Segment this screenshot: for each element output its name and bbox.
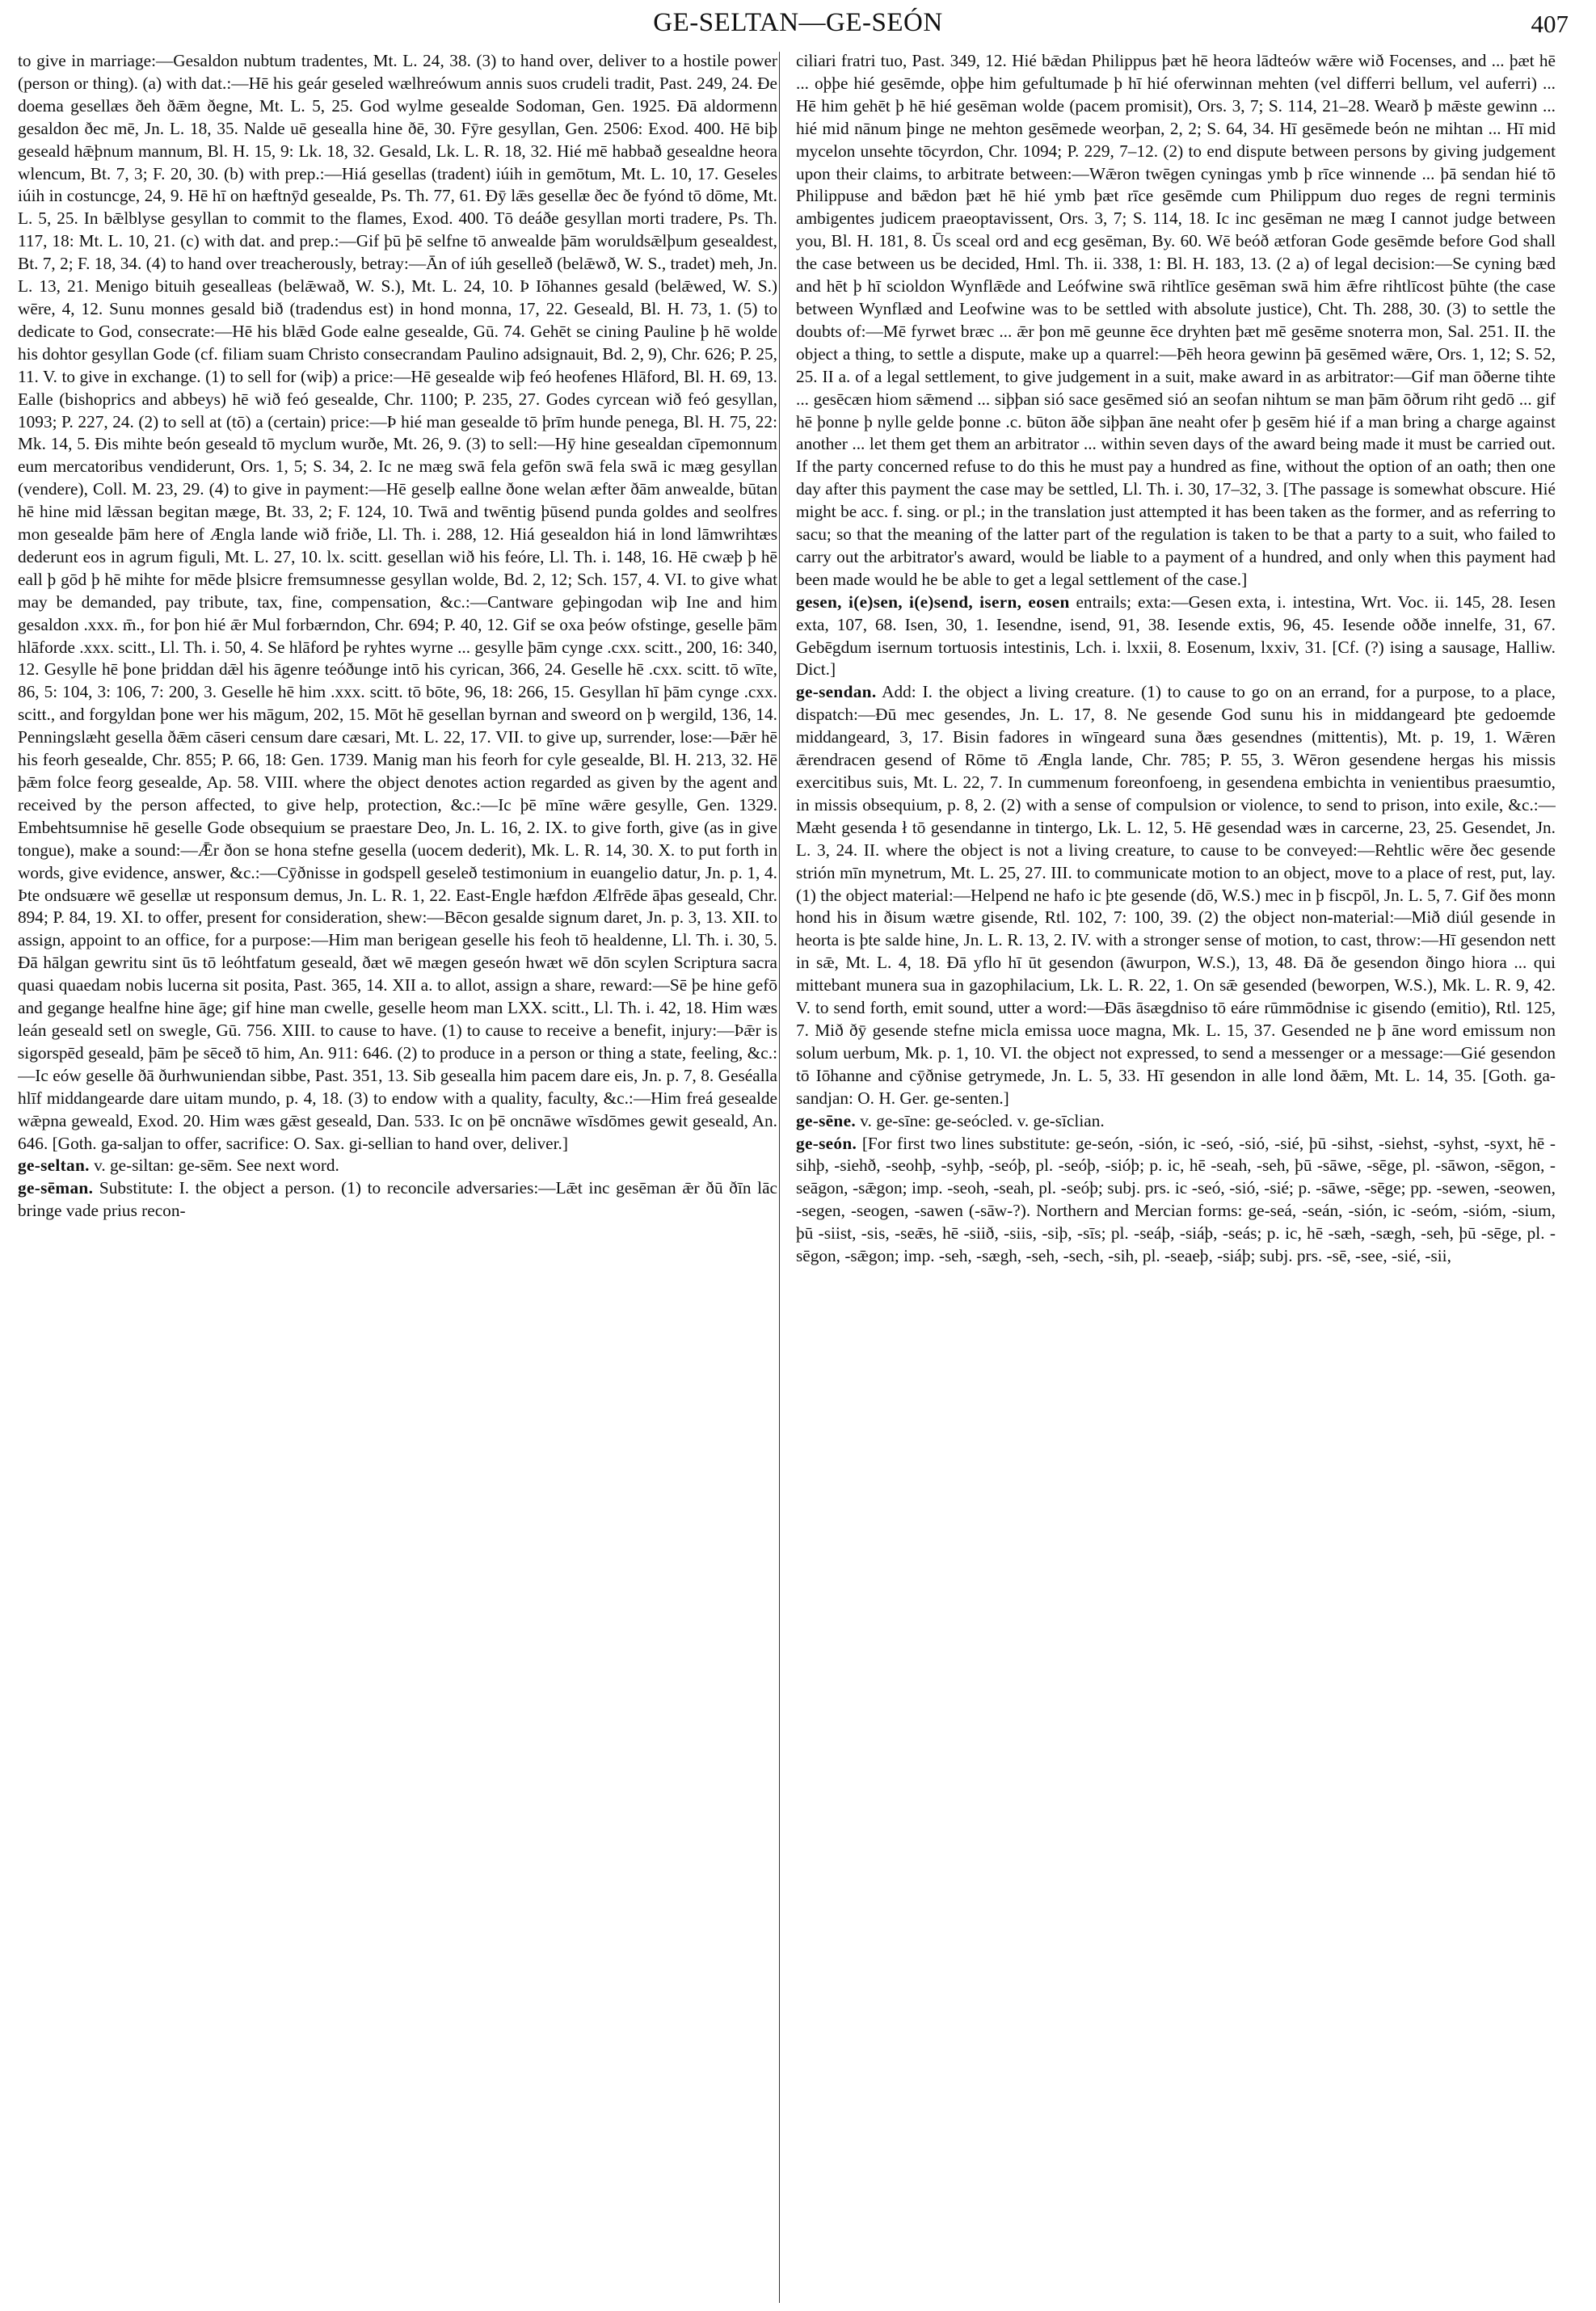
entry-text: entrails; exta:—Gesen exta, i. intestina, Wrt. Voc. ii. 145, 28. Iesen exta, 107, 68. Isen, 30, 1. Iesendne, isend, 91, 38. Iesende extis, 96, 45. Iesende oððe innelfe, 31, 67. Gebēgdum isernum tortuosis intestinis, Lch. i. lxxii, 8. Eosenum, lxxiv, 31. [Cf. (?) ising a sausage, Halliw. Dict.] [796,591,1556,680]
entry-continuation [796,50,1556,591]
left-column [18,50,777,2305]
headword: ge-seltan. [18,1156,90,1176]
running-head: GE-SELTAN—GE-SEÓN [653,8,943,37]
dictionary-entry [18,1177,777,1223]
page-header [16,8,1580,47]
dictionary-entry [18,1155,777,1177]
entry-text: to give in marriage:—Gesaldon nubtum tradentes, Mt. L. 24, 38. (3) to hand over, deliver to a hostile power (person or thing). (a) with dat.:—Hē his geár geseled wælhreówum annis suos crudeli tradit, Past. 249, 24. Ðe doema gesellæs ðeh ðǣm ðegne, Mt. L. 5, 25. God wylme gesealde Sodoman, Gen. 1925. Ðā aldormenn gesaldon ðec mē, Jn. L. 18, 35. Nalde uē gesealla hine ðē, 30. Fȳre gesyllan, Gen. 2506: Exod. 400. Hē biþ geseald hǣþnum mannum, Bl. H. 15, 9: Lk. 18, 32. Gesald, Lk. L. R. 18, 32. Hié mē habbað gesealdne heora wlencum, Bt. 7, 3; F. 20, 30. (b) with prep.:—Hiá gesellas (tradent) iúih in gemōtum, Mt. L. 10, 17. Geseles iúih in costuncge, 24, 9. Hē hī on hæftnȳd gesealde, Ps. Th. 77, 61. Ðȳ lǣs gesellæ ðec ðe fyónd tō dōme, Mt. L. 5, 25. In bǣlblyse gesyllan to commit to the flames, Exod. 400. Tō deáðe gesyllan morti tradere, Ps. Th. 117, 18: Mt. L. 10, 21. (c) with dat. and prep.:—Gif þū þē selfne tō anwealde þām woruldsǣlþum gesealdest, Bt. 7, 2; F. 18, 34. (4) to hand over treacherously, betray:—Ān of iúh geselleð (belǣwð, W. S., tradet) meh, Jn. L. 13, 21. Menigo bituih gesealleas (belǣwað, W. S.), Mt. L. 24, 10. Þ Iōhannes gesald (belǣwed, W. S.) wēre, 4, 12. Sunu monnes gesald bið (tradendus est) in hond monna, 17, 22. Geseald, Bl. H. 73, 1. (5) to dedicate to God, consecrate:—Hē his blǣd Gode ealne gesealde, Gū. 74. Gehēt se cining Pauline þ hē wolde his dohtor gesyllan Gode (cf. filiam suam Christo consecrandam Paulino adsignauit, Bd. 2, 9), Chr. 626; P. 25, 11. V. to give in exchange. (1) to sell for (wiþ) a price:—Hē gesealde wiþ feó heofenes Hlāford, Bl. H. 69, 13. Ealle (bishoprics and abbeys) hē wið feó gesealde, Chr. 1100; P. 235, 27. Godes cyrcean wið feó gesyllan, 1093; P. 227, 24. (2) to sell at (tō) a (certain) price:—Þ hié man gesealde tō þrīm hunde penega, Bl. H. 75, 22: Mk. 14, 5. Ðis mihte beón geseald tō myclum wurðe, Mt. 26, 9. (3) to sell:—Hȳ hine gesealdan cīpemonnum eum mercatoribus vendiderunt, Ors. 1, 5; S. 34, 2. Ic ne mæg swā fela gefōn swā fela swā ic mæg gesyllan (vendere), Coll. M. 23, 29. (4) to give in payment:—Hē geselþ eallne ðone welan æfter ðām anwealde, būtan hē hine mid lǣssan begitan mæge, Bt. 33, 2; F. 124, 10. Twā and twēntig þūsend punda goldes and seolfres mon gesealde þām here of Ængla lande wið friðe, Ll. Th. i. 288, 12. Hiá gesealdon hiá in lond lāmwrihtæs dederunt eos in agrum figuli, Mt. L. 27, 10. lx. scitt. gesellan wið his feóre, Ll. Th. i. 148, 16. Hē cwæþ þ hē eall þ gōd þ hē mihte for mēde þlsicre fremsumnesse gesyllan wolde, Bd. 2, 12; Sch. 157, 4. VI. to give what may be demanded, pay tribute, tax, fine, compensation, &c.:—Cantware geþingodan wiþ Ine and him gesaldon .xxx. m̄., for þon hié ǣr Mul forbærndon, Chr. 694; P. 40, 12. Gif se oxa þeów ofstinge, geselle þām hlāforde .xxx. scitt., Ll. Th. i. 50, 4. Se hlāford þe ryhtes wyrne ... gesylle þām cynge .cxx. scitt., 200, 16: 340, 12. Gesylle hē þone þriddan dǣl his āgenre teóðunge intō his cyrican, 366, 24. Geselle hē .cxx. scitt. tō wīte, 86, 5: 104, 3: 106, 7: 200, 3. Geselle hē him .xxx. scitt. tō bōte, 96, 18: 266, 15. Gesyllan hī þām cynge .cxx. scitt., and forgyldan þone wer his māgum, 202, 15. Mōt hē gesellan byrnan and sweord on þ wergild, 136, 14. Penningslæht gesella ðǣm cāseri censum dare cæsari, Mt. L. 22, 17. VII. to give up, surrender, lose:—Þǣr hē his feorh gesealde, Chr. 855; P. 66, 18: Gen. 1739. Manig man his feorh for cyle gesealde, Bl. H. 213, 32. Hē þǣm folce feorg gesealde, Ap. 58. VIII. where the object denotes action regarded as given by the agent and received by the person affected, to give help, protection, &c.:—Ic þē mīne wǣre gesylle, Gen. 1329. Embehtsumnise hē geselle Gode obsequium se praestare Deo, Jn. L. 16, 2. IX. to give forth, give (as in give tongue), make a sound:—Ǣr ðon se hona stefne gesella (uocem dederit), Mk. L. R. 14, 30. X. to put forth in words, give evidence, answer, &c.:—Cȳðnisse in godspell geseleð testimonium in euangelio datur, Jn. p. 1, 4. Þte ondsuære wē gesellæ ut responsum demus, Jn. L. R. 1, 22. East-Engle hæfdon Ælfrēde āþas geseald, Chr. 894; P. 84, 19. XI. to offer, present for consideration, shew:—Bēcon gesalde signum daret, Jn. p. 3, 13. XII. to assign, appoint to an office, for a purpose:—Him man berigean geselle his feoh tō healdenne, Ll. Th. i. 30, 5. Ðā hālgan gewritu sint ūs tō leóhtfatum geseald, ðæt wē mægen geseón hwæt wē dōn scylen Scriptura sacra quasi quaedam nobis lucerna sit posita, Past. 365, 14. XII a. to allot, assign a share, reward:—Sē þe hine gefō and gegange healfne hine āge; gif hine man cwelle, geselle heom man LXX. scitt., Ll. Th. i. 42, 18. Him wæs leán geseald setl on swegle, Gū. 756. XIII. to cause to have. (1) to cause to receive a benefit, injury:—Þǣr is sigorspēd geseald, þām þe sēceð tō him, An. 911: 646. (2) to produce in a person or thing a state, feeling, &c.:—Ic eów geselle ðā ðurhwuniendan sibbe, Past. 351, 13. Sib gesealla him pacem dare eis, Jn. p. 7, 8. Geséalla hlīf middangearde dare uitam mundo, p. 4, 18. (3) to endow with a quality, faculty, &c.:—Him freá gesealde wǣpna geweald, Exod. 20. Him wæs gǣst geseald, Dan. 533. Ic on þē oncnāwe wīsdōmes gewit geseald, An. 646. [Goth. ga-saljan to offer, sacrifice: O. Sax. gi-sellian to hand over, deliver.] [18,51,777,1153]
headword: gesen, i(e)sen, i(e)send, isern, eosen [796,591,1070,612]
entry-continuation [18,50,777,1155]
entry-text: v. ge-siltan: ge-sēm. See next word. [89,1156,339,1176]
headword: ge-sēman. [18,1178,94,1198]
dictionary-entry [796,1133,1556,1268]
right-column [796,50,1556,2305]
headword: ge-seón. [796,1133,857,1153]
entry-text: Add: I. the object a living creature. (1) to cause to go on an errand, for a purpose, to a place, dispatch:—Ðū mec gesendes, Jn. L. 17, 8. Ne gesende God sunu his in middangeard þte gedoemde middangeard, 3, 17. Bisin fadores in wīngeard suna ðæs gesendnes (mittentis), Mt. p. 19, 1. Wǣren ǣrendracen gesend of Rōme tō Ængla lande, Chr. 785; P. 55, 3. Wēron gesendene hergas his missis exercitibus suis, Mt. L. 22, 7. In cummenum foreonfoeng, in gesendena embichta in venientibus praesumtio, in missis obsequium, p. 8, 2. (2) with a sense of compulsion or violence, to send to prison, into exile, &c.:—Mæht gesenda ł tō gesendanne in tintergo, Lk. L. 12, 5. Hē gesendad wæs in carcerne, 23, 25. Gesendet, Jn. L. 3, 24. II. where the object is not a living creature, to cause to be conveyed:—Rehtlic wēre ðec gesende strión mīn mynetrum, Mt. L. 25, 27. III. to communicate motion to an object, move to a place of rest, put, lay. (1) the object material:—Helpend ne hafo ic þte gesende (dō, W.S.) mec in þ fiscpōl, Jn. L. 5, 7. Gif ðes monn hond his in ðisum wætre gisende, Rtl. 102, 7: 100, 39. (2) the object non-material:—Mið diúl gesende in heorta is þte salde hine, Jn. L. R. 13, 2. IV. with a stronger sense of motion, to cast, throw:—Hī gesendon nett in sǣ, Mt. L. 4, 18. Ðā yflo hī ūt gesendon (āwurpon, W.S.), 13, 48. Ðā ðe gesendon ðingo hiora ... qui mittebant munera sua in gazophilacium, Lk. L. R. 22, 1. On sǣ gesended (beworpen, W.S.), Mk. L. R. 9, 42. V. to send forth, emit sound, utter a word:—Ðās āsægdniso tō eáre rūmmōdnise ic gisendo (emitio), Rtl. 125, 7. Mið ðȳ gesende stefne micla emissa uoce magna, Mk. L. 15, 37. Gesended ne þ āne word emissum non solum uerbum, Mk. p. 1, 10. VI. the object not expressed, to send a messenger or a message:—Gié gesendon tō Iōhanne and cȳðnise getrymede, Jn. L. 5, 33. Hī gesendon in alle lond ðǣm, Mt. L. 14, 35. [Goth. ga-sandjan: O. H. Ger. ge-senten.] [796,682,1556,1108]
headword: ge-sendan. [796,682,877,702]
dictionary-entry [796,1110,1556,1133]
entry-text: v. ge-sīne: ge-seócled. v. ge-sīclian. [855,1110,1105,1130]
dictionary-entry [796,591,1556,682]
page-number: 407 [1531,10,1569,38]
entry-text: Substitute: I. the object a person. (1) to reconcile adversaries:—Lǣt inc gesēman ǣr ðū ðīn lāc bringe vade prius recon- [18,1178,777,1221]
entry-text: [For first two lines substitute: ge-seón, -sión, ic -seó, -sió, -sié, þū -sihst, -siehst, -syhst, -syxt, hē -sihþ, -siehð, -seohþ, -syhþ, -seóþ, pl. -seóþ, -sióþ; p. ic, hē -seah, -seh, þū -sāwe, -sēge, pl. -sāwon, -sēgon, -seāgon, -sǣgon; imp. -seoh, -seah, pl. -seóþ; subj. prs. ic -seó, -sió, -sié; p. -sāwe, -sēge; pp. -sewen, -seowen, -segen, -seogen, -sawen (-sāw-?). Northern and Mercian forms: ge-seá, -seán, -sión, ic -seóm, -sióm, -sium, þū -siist, -sis, -seǣs, hē -siið, -siis, -siþ, -sīs; pl. -seáþ, -siáþ, -seás; p. ic, hē -sæh, -sægh, -seh, þū -sēge, pl. -sēgon, -sǣgon; imp. -seh, -sægh, -seh, -sech, -sih, pl. -seaeþ, -siáþ; subj. prs. -sē, -see, -sié, -sii, [796,1133,1556,1266]
headword: ge-sēne. [796,1110,856,1130]
entry-text: ciliari fratri tuo, Past. 349, 12. Hié bǣdan Philippus þæt hē heora lādteów wǣre wið Focenses, and ... þæt hē ... oþþe hié gesēmde, oþþe him gefultumade þ hī hié oferwinnan mehten (vel differri bellum, vel auferri) ... Hē him gehēt þ hē hié gesēman wolde (pacem promisit), Ors. 3, 7; S. 114, 21–28. Wearð þ mǣste gewinn ... hié mid nānum þinge ne mehton gesēmede weorþan, 2, 2; S. 64, 34. Hī gesēmede beón ne mihtan ... Hī mid mycelon unsehte tōcyrdon, Chr. 1094; P. 229, 7–12. (2) to end dispute between persons by giving judgement upon their claims, to arbitrate between:—Wǣron twēgen cyningas ymb þ rīce winnende ... þā sendan hié tō Philippuse and bǣdon þæt hē hié ymb þæt rīce gesēmde cum Philippum duo reges de regni terminis ambigentes judicem praeoptavissent, Ors. 3, 7; S. 114, 18. Ic inc gesēman ne mæg I cannot judge between you, Bl. H. 181, 8. Ūs sceal ord and ecg gesēman, By. 60. Wē beóð ætforan Gode gesēmde before God shall the case between us be decided, Hml. Th. ii. 338, 1: Bl. H. 183, 13. (2 a) of legal decision:—Se cyning bæd and hēt þ hī scioldon Wynflǣde and Leófwine swā rihtlīce gesēman swā him ǣfre rihtlīcost þūhte (the case between Wynflæd and Leofwine was to be settled with absolute justice), Cht. Th. 288, 30. (3) to settle the doubts of:—Mē fyrwet bræc ... ǣr þon mē geunne ēce dryhten þæt mē gesēme snoterra mon, Sal. 251. II. the object a thing, to settle a dispute, make up a quarrel:—Þēh heora gewinn þā gesēmed wǣre, Ors. 1, 12; S. 52, 25. II a. of a legal settlement, to give judgement in a suit, make award in as arbitrator:—Gif man ōðerne tihte ... gesēcæn hiom sǣmend ... siþþan sió sace gesēmed sió an seofan nihtum se man þām ōðrum riht gedō ... gif hē þonne þ nylle gelde þonne .c. būton āðe siþþan āne neaht ofer þ gesēm hié if a man bring a charge against another ... let them get them an arbitrator ... within seven days of the award being made it must be carried out. If the party concerned refuse to do this he must pay a hundred as fine, without the option of an oath; then one day after this payment the case may be settled, Ll. Th. i. 30, 17–32, 3. [The passage is somewhat obscure. Hié might be acc. f. sing. or pl.; in the translation just attempted it has been taken as the former, and as referring to sacu; so that the meaning of the latter part of the regulation is taken to be that a party to a suit, who failed to carry out the arbitrator's award, would be liable to a payment of a hundred, and only when this payment had been made would he be able to get a legal settlement of the case.] [796,51,1556,589]
dictionary-entry [796,681,1556,1109]
column-divider [779,52,780,2303]
